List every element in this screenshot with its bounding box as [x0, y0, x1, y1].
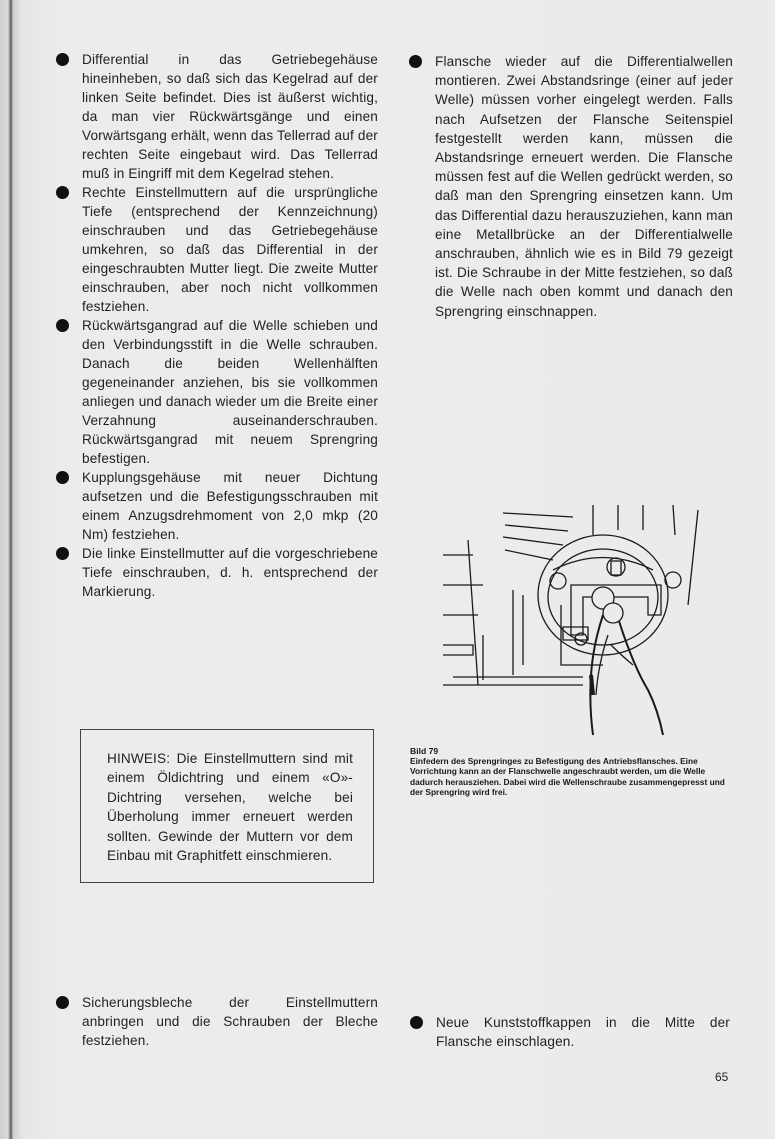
circlip-pliers-illustration	[443, 505, 735, 740]
note-text: HINWEIS: Die Einstellmuttern sind mit einem Öldichtring und einem «O»-Dichtring versehen, welche bei Überholung immer erneuert werden sollten. Gewinde der Muttern vor dem Einbau mit Graphitfett einschmieren.	[107, 751, 353, 864]
left-column	[56, 50, 378, 601]
instruction-text: Sicherungsbleche der Einstellmuttern anbringen und die Schrauben der Bleche festziehen.	[82, 995, 378, 1048]
list-item	[56, 316, 378, 468]
bullet-icon	[410, 1016, 423, 1029]
bullet-icon	[56, 53, 69, 66]
instruction-text: Kupplungsgehäuse mit neuer Dichtung aufsetzen und die Befestigungsschrauben mit einem Anzugsdrehmoment von 2,0 mkp (20 Nm) festziehen.	[82, 470, 378, 542]
bullet-icon	[56, 996, 69, 1009]
right-column	[409, 52, 733, 321]
list-item	[56, 50, 378, 183]
figure-label: Bild 79	[410, 746, 439, 756]
caption-text: Einfedern des Sprengringes zu Befestigung des Antriebsflansches. Eine Vorrichtung kann an der Flanschwelle angeschraubt werden, um die Welle dadurch herausziehen. Dabei wird die Wellenschraube zusammengepresst und der Sprengring wird frei.	[410, 756, 725, 797]
instruction-text: Differential in das Getriebegehäuse hineinheben, so daß sich das Kegelrad auf der linken Seite befindet. Dies ist äußerst wichtig, da man vier Rückwärtsgänge und einen Vorwärtsgang erhält, wenn das Tellerrad auf der rechten Seite eingebaut wird. Das Tellerrad muß in Eingriff mit dem Kegelrad stehen.	[82, 52, 378, 181]
left-bottom	[56, 993, 378, 1050]
page-number: 65	[715, 1070, 729, 1084]
bullet-icon	[56, 186, 69, 199]
figure-illustration	[443, 505, 735, 740]
note-box	[80, 729, 374, 883]
bullet-icon	[56, 471, 69, 484]
right-bottom	[410, 1013, 730, 1051]
list-item	[410, 1013, 730, 1051]
list-item	[56, 468, 378, 544]
bullet-icon	[409, 55, 422, 68]
bullet-icon	[56, 547, 69, 560]
instruction-text: Neue Kunststoffkappen in die Mitte der Flansche einschlagen.	[436, 1015, 730, 1049]
list-item	[56, 993, 378, 1050]
list-item	[409, 52, 733, 321]
instruction-text: Die linke Einstellmutter auf die vorgeschriebene Tiefe einschrauben, d. h. entsprechend der Markierung.	[82, 546, 378, 599]
instruction-text: Rückwärtsgangrad auf die Welle schieben und den Verbindungsstift in die Welle schrauben. Danach die beiden Wellenhälften gegeneinander anziehen, bis sie vollkommen anliegen und danach wieder um die Breite einer Verzahnung auseinanderschrauben. Rückwärtsgangrad mit neuem Sprengring befestigen.	[82, 318, 378, 466]
figure-caption	[410, 746, 736, 797]
list-item	[56, 183, 378, 316]
list-item	[56, 544, 378, 601]
instruction-text: Rechte Einstellmuttern auf die ursprüngliche Tiefe (entsprechend der Kennzeichnung) einschrauben und das Getriebegehäuse umkehren, so daß das Differential in der eingeschraubten Mutter liegt. Die zweite Mutter einschrauben, aber noch nicht vollkommen festziehen.	[82, 185, 378, 314]
instruction-text: Flansche wieder auf die Differentialwellen montieren. Zwei Abstandsringe (einer auf jeder Welle) müssen vorher eingelegt werden. Falls nach Aufsetzen der Flansche Seitenspiel festgestellt werden kann, müssen die Abstandsringe erneuert werden. Die Flansche müssen fest auf die Wellen gedrückt werden, so daß man den Sprengring einsetzen kann. Um das Differential dazu herauszuziehen, kann man eine Metallbrücke an der Differentialwelle anschrauben, ähnlich wie es in Bild 79 gezeigt ist. Die Schraube in der Mitte festziehen, so daß die Welle nach oben kommt und danach den Sprengring einschnappen.	[435, 54, 733, 319]
bullet-icon	[56, 319, 69, 332]
